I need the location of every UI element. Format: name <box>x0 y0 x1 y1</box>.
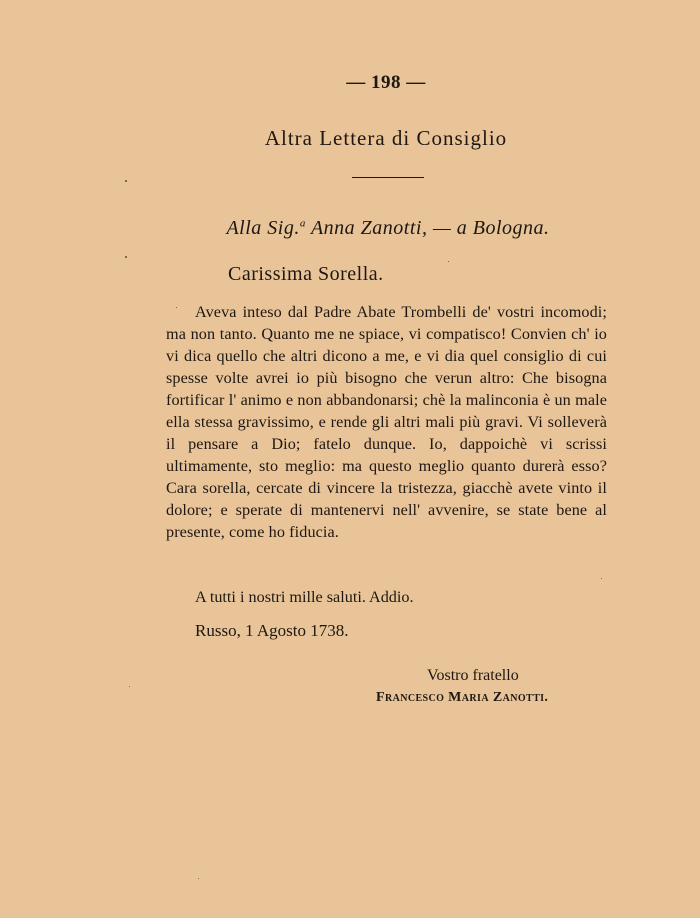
paper-speck <box>448 261 449 262</box>
paper-speck <box>125 256 127 258</box>
letter-title: Altra Lettera di Consiglio <box>264 126 508 150</box>
paper-speck <box>125 180 127 182</box>
letter-salutation: Carissima Sorella. <box>228 263 384 285</box>
paper-speck <box>176 307 177 308</box>
paper-speck <box>129 686 130 687</box>
letter-signature: Francesco Maria Zanotti. <box>376 690 549 705</box>
letter-closing: Vostro fratello <box>427 667 519 684</box>
recipient-superscript: a <box>299 217 306 230</box>
recipient-name: Anna Zanotti, — a Bologna. <box>305 217 550 239</box>
paper-speck <box>601 578 602 579</box>
paper-speck <box>198 878 199 879</box>
page-number: — 198 — <box>346 72 426 93</box>
letter-greetings: A tutti i nostri mille saluti. Addio. <box>195 588 414 606</box>
letter-place-date: Russo, 1 Agosto 1738. <box>195 621 349 640</box>
letter-recipient <box>0 217 700 240</box>
letter-body: Aveva inteso dal Padre Abate Trombelli de' vostri incomodi; ma non tanto. Quanto me ne spiace, vi compatisco! Convien ch' io vi dica quello che altri dicono a me, e vi dia quel consiglio di cui spesse volte avrei io più bisogno che verun altro: Che bisogna fortificar l' animo e non abbandonarsi; chè la malinconia è un male ella stessa gravissimo, e rende gli altri mali più gravi. Vi solleverà il pensare a Dio; fatelo dunque. Io, dappoichè vi scrissi ultimamente, sto meglio: ma questo meglio quanto durerà esso? Cara sorella, cercate di vincere la tristezza, giacchè avete vinto il dolore; e sperate di mantenervi nell' avvenire, se state bene al presente, come ho fiducia. <box>166 303 607 541</box>
recipient-prefix: Alla Sig. <box>226 217 300 239</box>
title-divider <box>352 177 424 178</box>
